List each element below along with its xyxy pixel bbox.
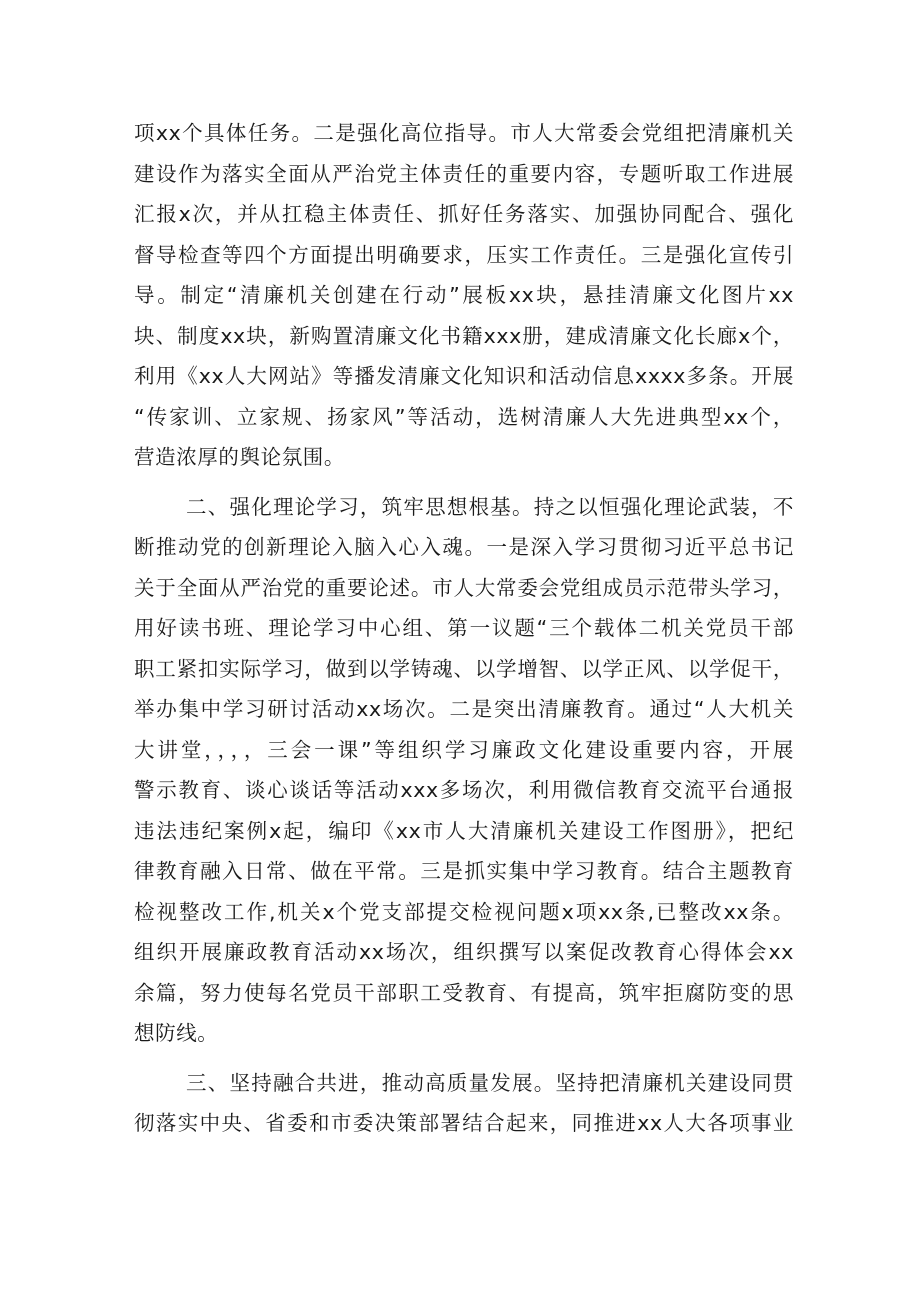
text-line: 违法违纪案例x起，编印《xx市人大清廉机关建设工作图册》，把纪 (134, 818, 794, 843)
text-line: 利用《xx人大网站》等播发清廉文化知识和活动信息xxxx多条。开展 (134, 364, 794, 388)
text-line: 大讲堂，，，，三会一课”等组织学习廉政文化建设重要内容，开展 (134, 737, 794, 762)
text-line: 检视整改工作,机关x个党支部提交检视问题x项xx条,已整改xx条。 (134, 899, 794, 924)
text-line: 项xx个具体任务。二是强化高位指导。市人大常委会党组把清廉机关 (134, 121, 794, 145)
text-line: 警示教育、谈心谈话等活动xxx多场次，利用微信教育交流平台通报 (134, 778, 794, 802)
text-line: 汇报x次，并从扛稳主体责任、抓好任务落实、加强协同配合、强化 (134, 202, 794, 226)
text-line: 想防线。 (134, 1021, 219, 1045)
text-line: 块、制度xx块，新购置清廉文化书籍xxx册，建成清廉文化长廊x个， (134, 323, 794, 348)
text-line: 导。制定“清廉机关创建在行动”展板xx块，悬挂清廉文化图片xx (134, 283, 794, 307)
text-line: 督导检查等四个方面提出明确要求，压实工作责任。三是强化宣传引 (134, 242, 794, 267)
text-line: 律教育融入日常、做在平常。三是抓实集中学习教育。结合主题教育 (134, 859, 794, 883)
text-line: 组织开展廉政教育活动xx场次，组织撰写以案促改教育心得体会xx (134, 940, 794, 964)
paragraph-3 (134, 1063, 794, 1144)
text-line: 举办集中学习研讨活动xx场次。二是突出清廉教育。通过“人大机关 (134, 697, 794, 721)
paragraph-heading-line: 二、强化理论学习，筑牢思想根基。持之以恒强化理论武装，不 (186, 494, 794, 519)
text-line: 余篇，努力使每名党员干部职工受教育、有提高，筑牢拒腐防变的思 (134, 980, 794, 1005)
text-line: “传家训、立家规、扬家风”等活动，选树清廉人大先进典型xx个， (134, 404, 794, 429)
text-line: 营造浓厚的舆论氛围。 (134, 445, 345, 469)
text-line: 建设作为落实全面从严治党主体责任的重要内容，专题听取工作进展 (134, 161, 794, 186)
text-line: 用好读书班、理论学习中心组、第一议题“三个载体二机关党员干部 (134, 616, 794, 640)
paragraph-1 (134, 113, 794, 478)
text-line: 职工紧扣实际学习，做到以学铸魂、以学增智、以学正风、以学促干， (134, 656, 794, 681)
document-body (134, 113, 794, 1144)
text-line: 彻落实中央、省委和市委决策部署结合起来，同推进xx人大各项事业 (134, 1111, 794, 1135)
text-line: 断推动党的创新理论入脑入心入魂。一是深入学习贯彻习近平总书记 (134, 535, 794, 559)
text-line: 关于全面从严治党的重要论述。市人大常委会党组成员示范带头学习， (134, 575, 794, 600)
paragraph-heading-line: 三、坚持融合共进，推动高质量发展。坚持把清廉机关建设同贯 (186, 1070, 794, 1095)
paragraph-2 (134, 487, 794, 1054)
